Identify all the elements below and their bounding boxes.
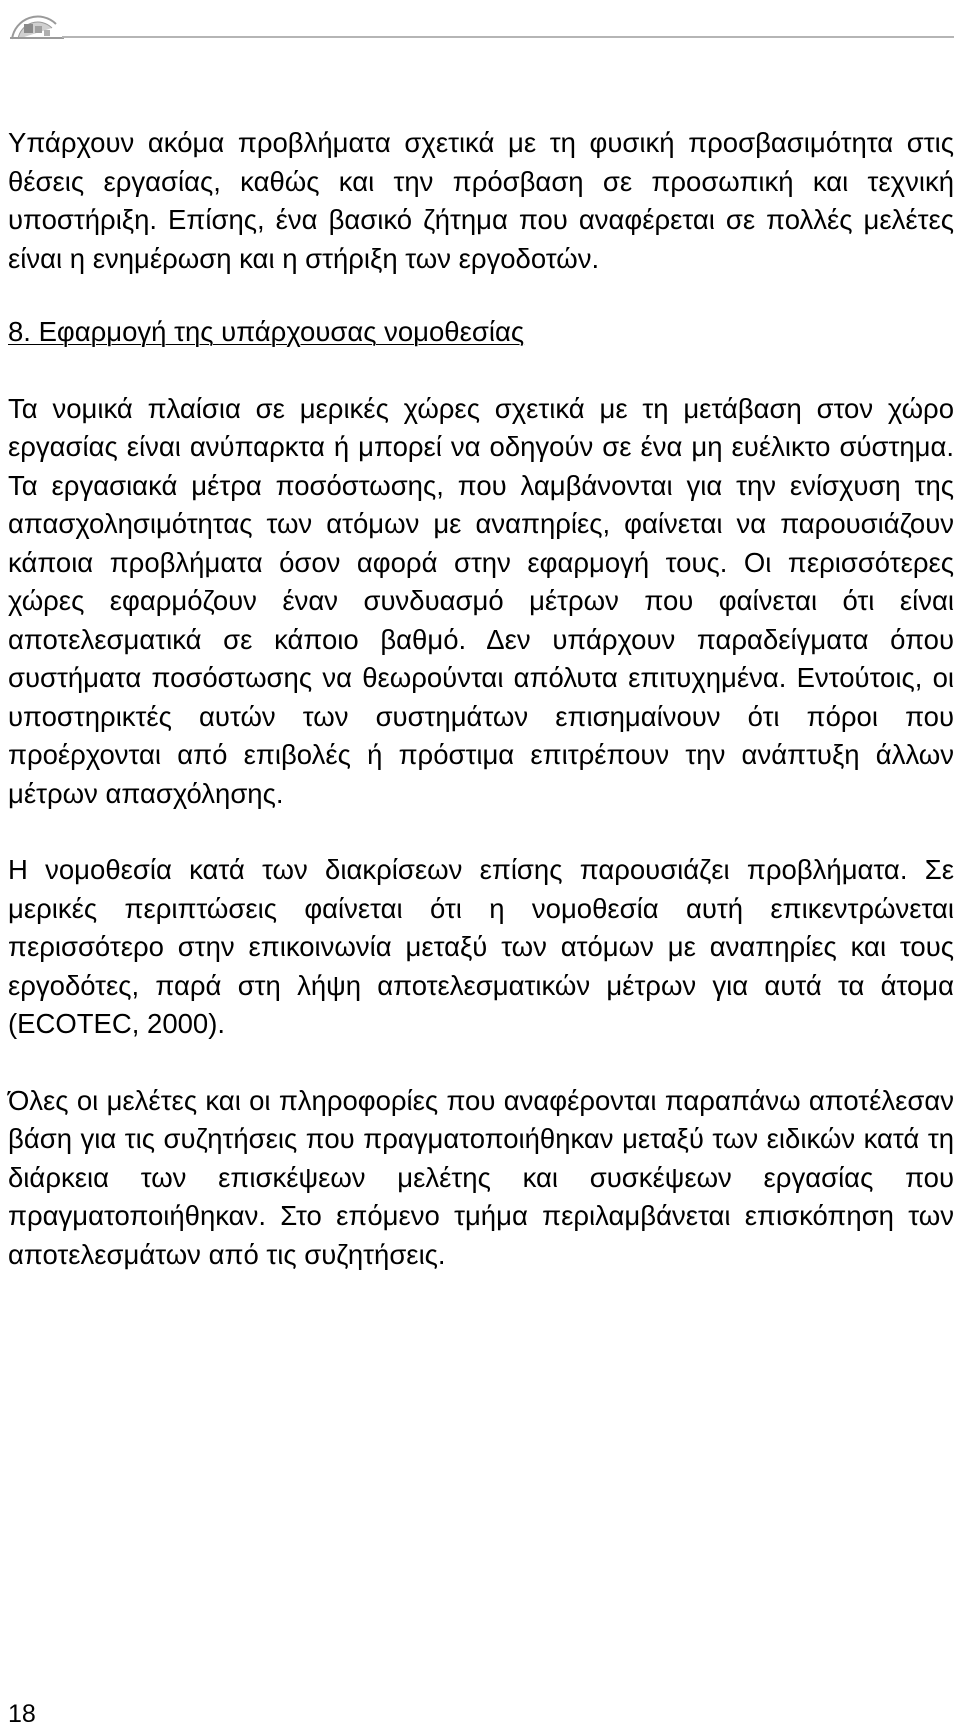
page-content [8,124,954,1274]
header-rule [62,36,954,38]
paragraph-studies: Όλες οι μελέτες και οι πληροφορίες που αναφέρονται παραπάνω αποτέλεσαν βάση για τις συζητήσεις που πραγματοποιήθηκαν μεταξύ των ειδικών κατά τη διάρκεια των επισκέψεων μελέτης και συσκέψεων εργασίας που πραγματοποιήθηκαν. Στο επόμενο τμήμα περιλαμβάνεται επισκόπηση των αποτελεσμάτων από τις συζητήσεις. [8,1084,954,1270]
paragraph-legal-frameworks: Τα νομικά πλαίσια σε μερικές χώρες σχετικά με τη μετάβαση στον χώρο εργασίας είναι ανύπαρκτα ή μπορεί να οδηγούν σε ένα μη ευέλικτο σύστημα. Τα εργασιακά μέτρα ποσόστωσης, που λαμβάνονται για την ενίσχυση της απασχολησιμότητας των ατόμων με αναπηρίες, φαίνεται να παρουσιάζουν κάποια προβλήματα όσον αφορά στην εφαρμογή τους. Οι περισσότερες χώρες εφαρμόζουν έναν συνδυασμό μέτρων που φαίνεται ότι είναι αποτελεσματικά σε κάποιο βαθμό. Δεν υπάρχουν παραδείγματα όπου συστήματα ποσόστωσης να θεωρούνται απόλυτα επιτυχημένα. Εντούτοις, οι υποστηρικτές αυτών των συστημάτων επισημαίνουν ότι πόροι που προέρχονται από επιβολές ή πρόστιμα επιτρέπουν την ανάπτυξη άλλων μέτρων απασχόλησης. [8,392,954,809]
paragraph-intro: Υπάρχουν ακόμα προβλήματα σχετικά με τη φυσική προσβασιμότητα στις θέσεις εργασίας, καθώς και την πρόσβαση σε προσωπική και τεχνική υποστήριξη. Επίσης, ένα βασικό ζήτημα που αναφέρεται σε πολλές μελέτες είναι η ενημέρωση και η στήριξη των εργοδοτών. [8,127,954,274]
page-number: 18 [8,1700,36,1728]
section-heading: 8. Εφαρμογή της υπάρχουσας νομοθεσίας [8,316,525,347]
paragraph-anti-discrimination: Η νομοθεσία κατά των διακρίσεων επίσης παρουσιάζει προβλήματα. Σε μερικές περιπτώσεις φαίνεται ότι η νομοθεσία αυτή επικεντρώνεται περισσότερο στην επικοινωνία μεταξύ των ατόμων με αναπηρίες και τους εργοδότες, παρά στη λήψη αποτελεσματικών μέτρων για αυτά τα άτομα (ECOTEC, 2000). [8,854,954,1039]
page-header [10,10,954,40]
publisher-logo-icon [10,10,64,40]
